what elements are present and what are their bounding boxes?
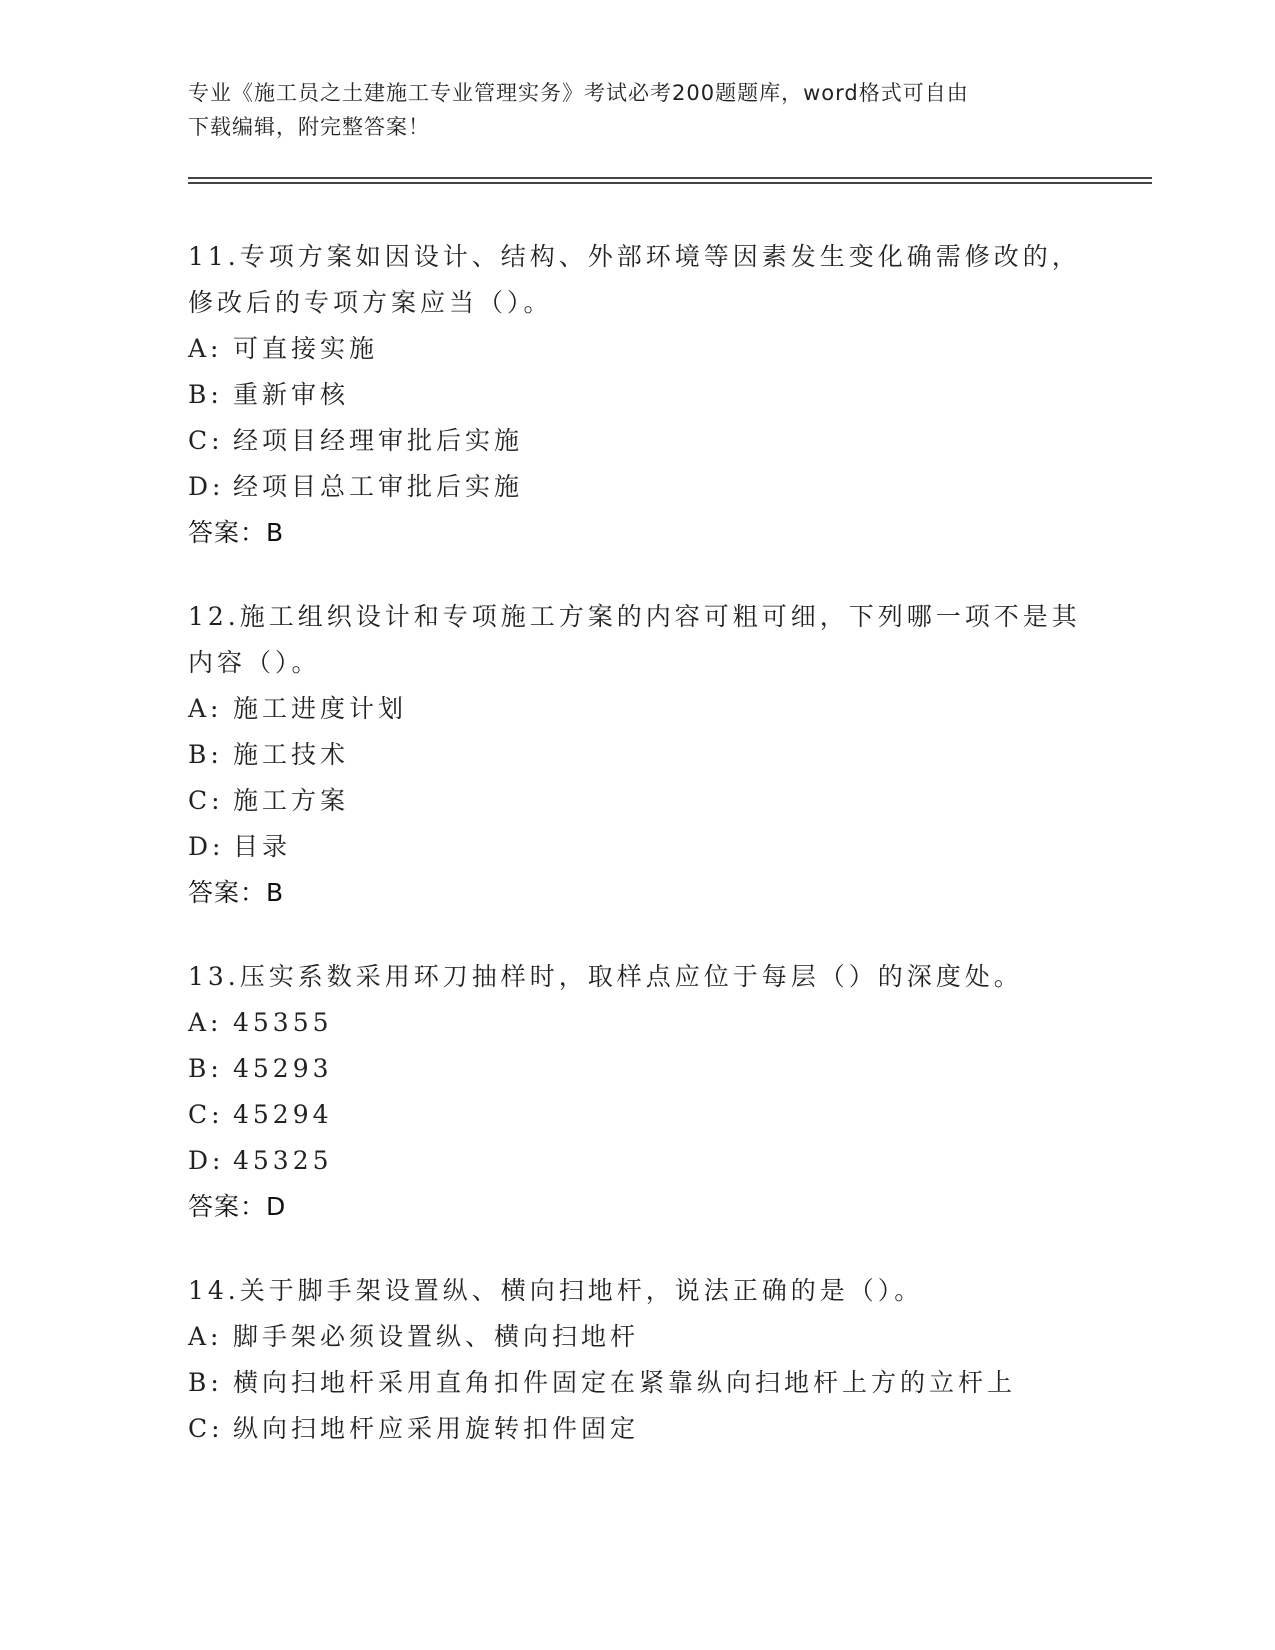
header-divider-top (188, 177, 1152, 179)
option-b (188, 1360, 1088, 1406)
question-11 (188, 234, 1088, 556)
header-divider-bottom (188, 182, 1152, 184)
option-letter: B: (188, 380, 223, 409)
option-text: 脚手架必须设置纵、横向扫地杆 (233, 1322, 640, 1351)
question-stem-line: 11.专项方案如因设计、结构、外部环境等因素发生变化确需修改的， (188, 242, 1081, 271)
option-a (188, 686, 1088, 732)
option-letter: C: (188, 426, 224, 455)
option-letter: B: (188, 1368, 223, 1397)
option-letter: A: (188, 334, 223, 363)
answer-line: 答案：D (188, 1192, 287, 1221)
option-d (188, 1138, 1088, 1184)
option-b (188, 1046, 1088, 1092)
option-letter: B: (188, 740, 223, 769)
option-b (188, 732, 1088, 778)
option-c (188, 778, 1088, 824)
question-12 (188, 594, 1088, 916)
option-c (188, 418, 1088, 464)
option-d (188, 464, 1088, 510)
question-13 (188, 954, 1088, 1230)
option-letter: A: (188, 1322, 223, 1351)
option-text: 施工方案 (233, 786, 350, 815)
header-line-2: 下载编辑，附完整答案！ (188, 115, 430, 139)
option-text: 45325 (233, 1146, 333, 1175)
question-stem-line: 12.施工组织设计和专项施工方案的内容可粗可细，下列哪一项不是其 (188, 602, 1081, 631)
option-text: 45294 (233, 1100, 333, 1129)
option-b (188, 372, 1088, 418)
option-text: 45293 (233, 1054, 333, 1083)
option-text: 经项目经理审批后实施 (233, 426, 524, 455)
question-14 (188, 1268, 1088, 1452)
option-text: 施工技术 (233, 740, 350, 769)
option-letter: B: (188, 1054, 223, 1083)
option-text: 经项目总工审批后实施 (233, 472, 524, 501)
option-d (188, 824, 1088, 870)
answer-line: 答案：B (188, 518, 285, 547)
option-letter: A: (188, 694, 223, 723)
answer-line: 答案：B (188, 878, 285, 907)
option-text: 施工进度计划 (233, 694, 408, 723)
option-c (188, 1406, 1088, 1452)
question-stem-line: 13.压实系数采用环刀抽样时，取样点应位于每层（）的深度处。 (188, 962, 1023, 991)
option-text: 目录 (233, 832, 292, 861)
option-a (188, 1000, 1088, 1046)
option-letter: D: (188, 1146, 225, 1175)
header-line-1: 专业《施工员之土建施工专业管理实务》考试必考200题题库，word格式可自由 (188, 81, 969, 105)
question-stem-line: 修改后的专项方案应当（）。 (188, 288, 553, 317)
question-stem-line: 内容（）。 (188, 648, 321, 677)
option-text: 可直接实施 (233, 334, 379, 363)
option-letter: A: (188, 1008, 223, 1037)
option-text: 横向扫地杆采用直角扣件固定在紧靠纵向扫地杆上方的立杆上 (233, 1368, 1017, 1397)
option-letter: C: (188, 1100, 224, 1129)
option-letter: C: (188, 786, 224, 815)
option-text: 纵向扫地杆应采用旋转扣件固定 (233, 1414, 640, 1443)
option-text: 重新审核 (233, 380, 350, 409)
option-text: 45355 (233, 1008, 333, 1037)
option-c (188, 1092, 1088, 1138)
option-letter: D: (188, 472, 225, 501)
option-a (188, 326, 1088, 372)
question-stem-line: 14.关于脚手架设置纵、横向扫地杆，说法正确的是（）。 (188, 1276, 924, 1305)
option-a (188, 1314, 1088, 1360)
option-letter: D: (188, 832, 225, 861)
question-list (188, 234, 1088, 1490)
document-header (188, 76, 1088, 144)
option-letter: C: (188, 1414, 224, 1443)
